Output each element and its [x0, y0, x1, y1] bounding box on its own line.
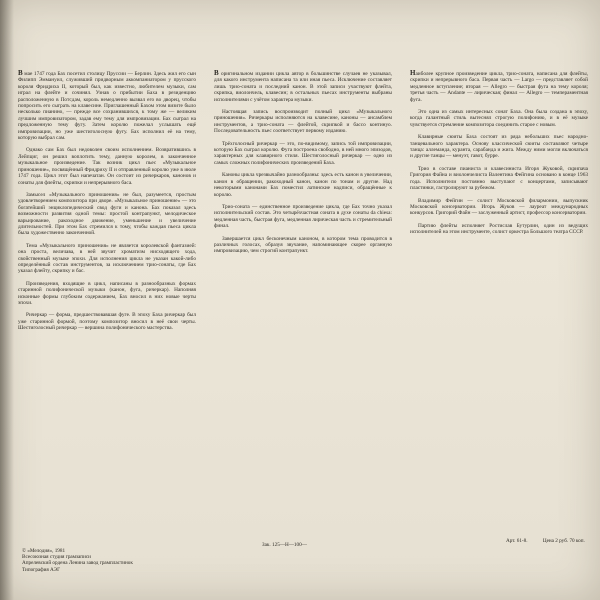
paragraph: Трёхголосный ричеркар — это, по-видимому, запись той импровизации, которую Бах сыграл королю. Фуга построена свободно, в ней много эпизодов, характерных для клавирного стиля. Шестиголосный ричеркар — одно из самых сложных полифонических произведений Баха. [214, 140, 392, 166]
text-column-right [410, 70, 588, 540]
factory-line: Апрелевский ордена Ленина завод грампластинок [22, 560, 133, 567]
article-number: Арт. 61-8. [506, 538, 528, 544]
paragraph: Завершается цикл бесконечным каноном, в котором тема проводится в различных голосах, образуя звучание, напоминающее скорее органную импровизацию, чем строгий контрапункт. [214, 235, 392, 255]
catalog-footer [506, 538, 599, 544]
paragraph: Трио в составе пианиста и клавесиниста Игоря Жуковой, скрипача Григория Файна и виолончелиста Валентина Фейгина основано в конце 1963 года. Исполнители постоянно выступают с концертами, записывают пластинки, гастролируют за рубежом. [410, 165, 588, 192]
paragraph: Клавирные сюиты Баха состоят из ряда небольших пьес народно-танцевального характера. Основу классической сюиты составляют четыре танца: аллеманда, куранта, сарабанда и жига. Между ними могли включаться и другие танцы — менуэт, гавот, бурре. [410, 134, 588, 160]
paragraph: Тема «Музыкального приношения» не является королевской фантазией: она проста, величава, в ней звучит хроматизм нисходящего хода, свойственный музыке эпохи. Для исполнения цикла не указан какой-либо определённый состав инструментов, за исключением трио-сонаты, где Бах указал флейту, скрипку и бас. [18, 242, 196, 275]
price-label: Цена 2 руб. 70 коп. [542, 538, 585, 544]
paragraph: Настоящая запись воспроизводит полный цикл «Музыкального приношения». Ричеркары исполняются на клавесине, каноны — ансамблем инструментов, а трио-соната — флейтой, скрипкой и бассо континуо. Последовательность пьес соответствует первому изданию. [214, 109, 392, 135]
printer-line: Типография АЭГ [22, 566, 61, 573]
text-column-middle [214, 70, 392, 540]
paragraph: Это одна из самых интересных сонат Баха. Она была создана в эпоху, когда галантный стиль вытеснял строгую полифонию, и в её музыке чувствуется стремление композитора соединить старое с новым. [410, 109, 588, 128]
paragraph: Партию флейты исполняет Ростислав Бутурлин, один из ведущих исполнителей на этом инструменте, солист оркестра Большого театра СССР. [410, 222, 588, 236]
paragraph: Однако сам Бах был недоволен своим исполнением. Возвратившись в Лейпциг, он решил воплотить тему, данную королем, в законченное музыкальное произведение. Так возник цикл пьес «Музыкальное приношение», посвящённый Фридриху II и отправленный королю уже в июле 1747 года. Цикл этот был напечатан. Он состоит из ричеркаров, канонов и сонаты для флейты, скрипки и непрерывного баса. [18, 147, 196, 186]
text-columns [18, 70, 588, 540]
order-number: Зак. 125—Н—100— [262, 542, 307, 548]
paragraph: Каноны цикла чрезвычайно разнообразны: здесь есть канон в увеличении, канон в обращении, ракоходный канон, канон по тонам и другие. Над некоторыми канонами Бах поместил латинские надписи, обращённые к королю. [214, 172, 392, 198]
paragraph: В мае 1747 года Бах посетил столицу Пруссии — Берлин. Здесь жил его сын Филипп Эммануил, служивший придворным аккомпаниатором у прусского короля Фридриха II, который был, как известно, любителем музыки, сам играл на флейте и сочинял. Узнав о прибытии Баха в резиденцию расположенную в Потсдам, король немедленно вызвал его во дворец, чтобы попросить его сыграть на клавесине. Приглашенный Бахом этом визите было несколько пианино, — прежде все сохранившихся, к тому же — великим лучшим импровизатором, задав ему тему для импровизации. Бах сыграл на предложенную тему фугу. Затем королю пожелал услышать ещё импровизации, но уже шестиголосную фугу. Бах исполнил её на тему, которую выбрал сам. [18, 70, 196, 142]
publisher-credits [22, 548, 192, 573]
paragraph: Владимир Фейгин — солист Московской филармонии, выпускник Московской консерватории. Игорь Жуков — лауреат международных конкурсов. Григорий Файн — заслуженный артист, профессор консерватории. [410, 197, 588, 217]
paragraph: Трио-соната — единственное произведение цикла, где Бах точно указал исполнительский состав. Это четырёхчастная соната в духе сонаты da chiesa: медленная часть, быстрая фуга, медленная лирическая часть и стремительный финал. [214, 203, 392, 230]
text-column-left [18, 70, 196, 540]
paragraph: Ричеркар — форма, предшествовавшая фуге. В эпоху Баха ричеркар был уже старинной формой, поэтому композитор вносил в неё свои черты. Шестиголосный ричеркар — вершина полифонического мастерства. [18, 312, 196, 332]
paragraph: Наиболее крупное произведение цикла, трио-соната, написана для флейты, скрипки и непрерывного баса. Первая часть — Largo — представляет собой медленное вступление; вторая — Allegro — быстрая фуга на тему короля; третья часть — Andante — лирическая; финал — Allegro — темпераментная фуга. [410, 70, 588, 103]
studio-line: Всесоюзная студия грамзаписи [22, 554, 91, 561]
paragraph: Произведения, входящие в цикл, написаны в разнообразных формах старинной полифонической музыки (канон, фуга, ричеркар). Наполняя исконные формы глубоким содержанием, Бах вносил в них новые черты эпохи. [18, 280, 196, 306]
paragraph: Замысел «Музыкального приношения» не был, разумеется, простым удовлетворением композитора при дворе. «Музыкальное приношение» — это богатейший энциклопедический свод фуги и канона. Бах показал здесь возможности развития одной темы: простой контрапункт, мелодическое варьирование, ракоходное движение, уменьшение и увеличение длительностей. При этом Бах стремился к тому, чтобы каждая пьеса цикла была художественно законченной. [18, 191, 196, 237]
copyright-line: © «Мелодия», 1981 [22, 548, 66, 554]
paragraph: В оригинальном издании цикла автор в большинстве случаев не указывал, для какого инструмента написана та или иная пьеса. Исключение составляет лишь трио-соната и последний канон. В этой записи участвуют флейта, скрипка, виолончель, клавесин; в остальных пьесах инструменты выбраны исполнителями с учётом характера музыки. [214, 70, 392, 103]
page-edge-shadow [0, 0, 14, 600]
